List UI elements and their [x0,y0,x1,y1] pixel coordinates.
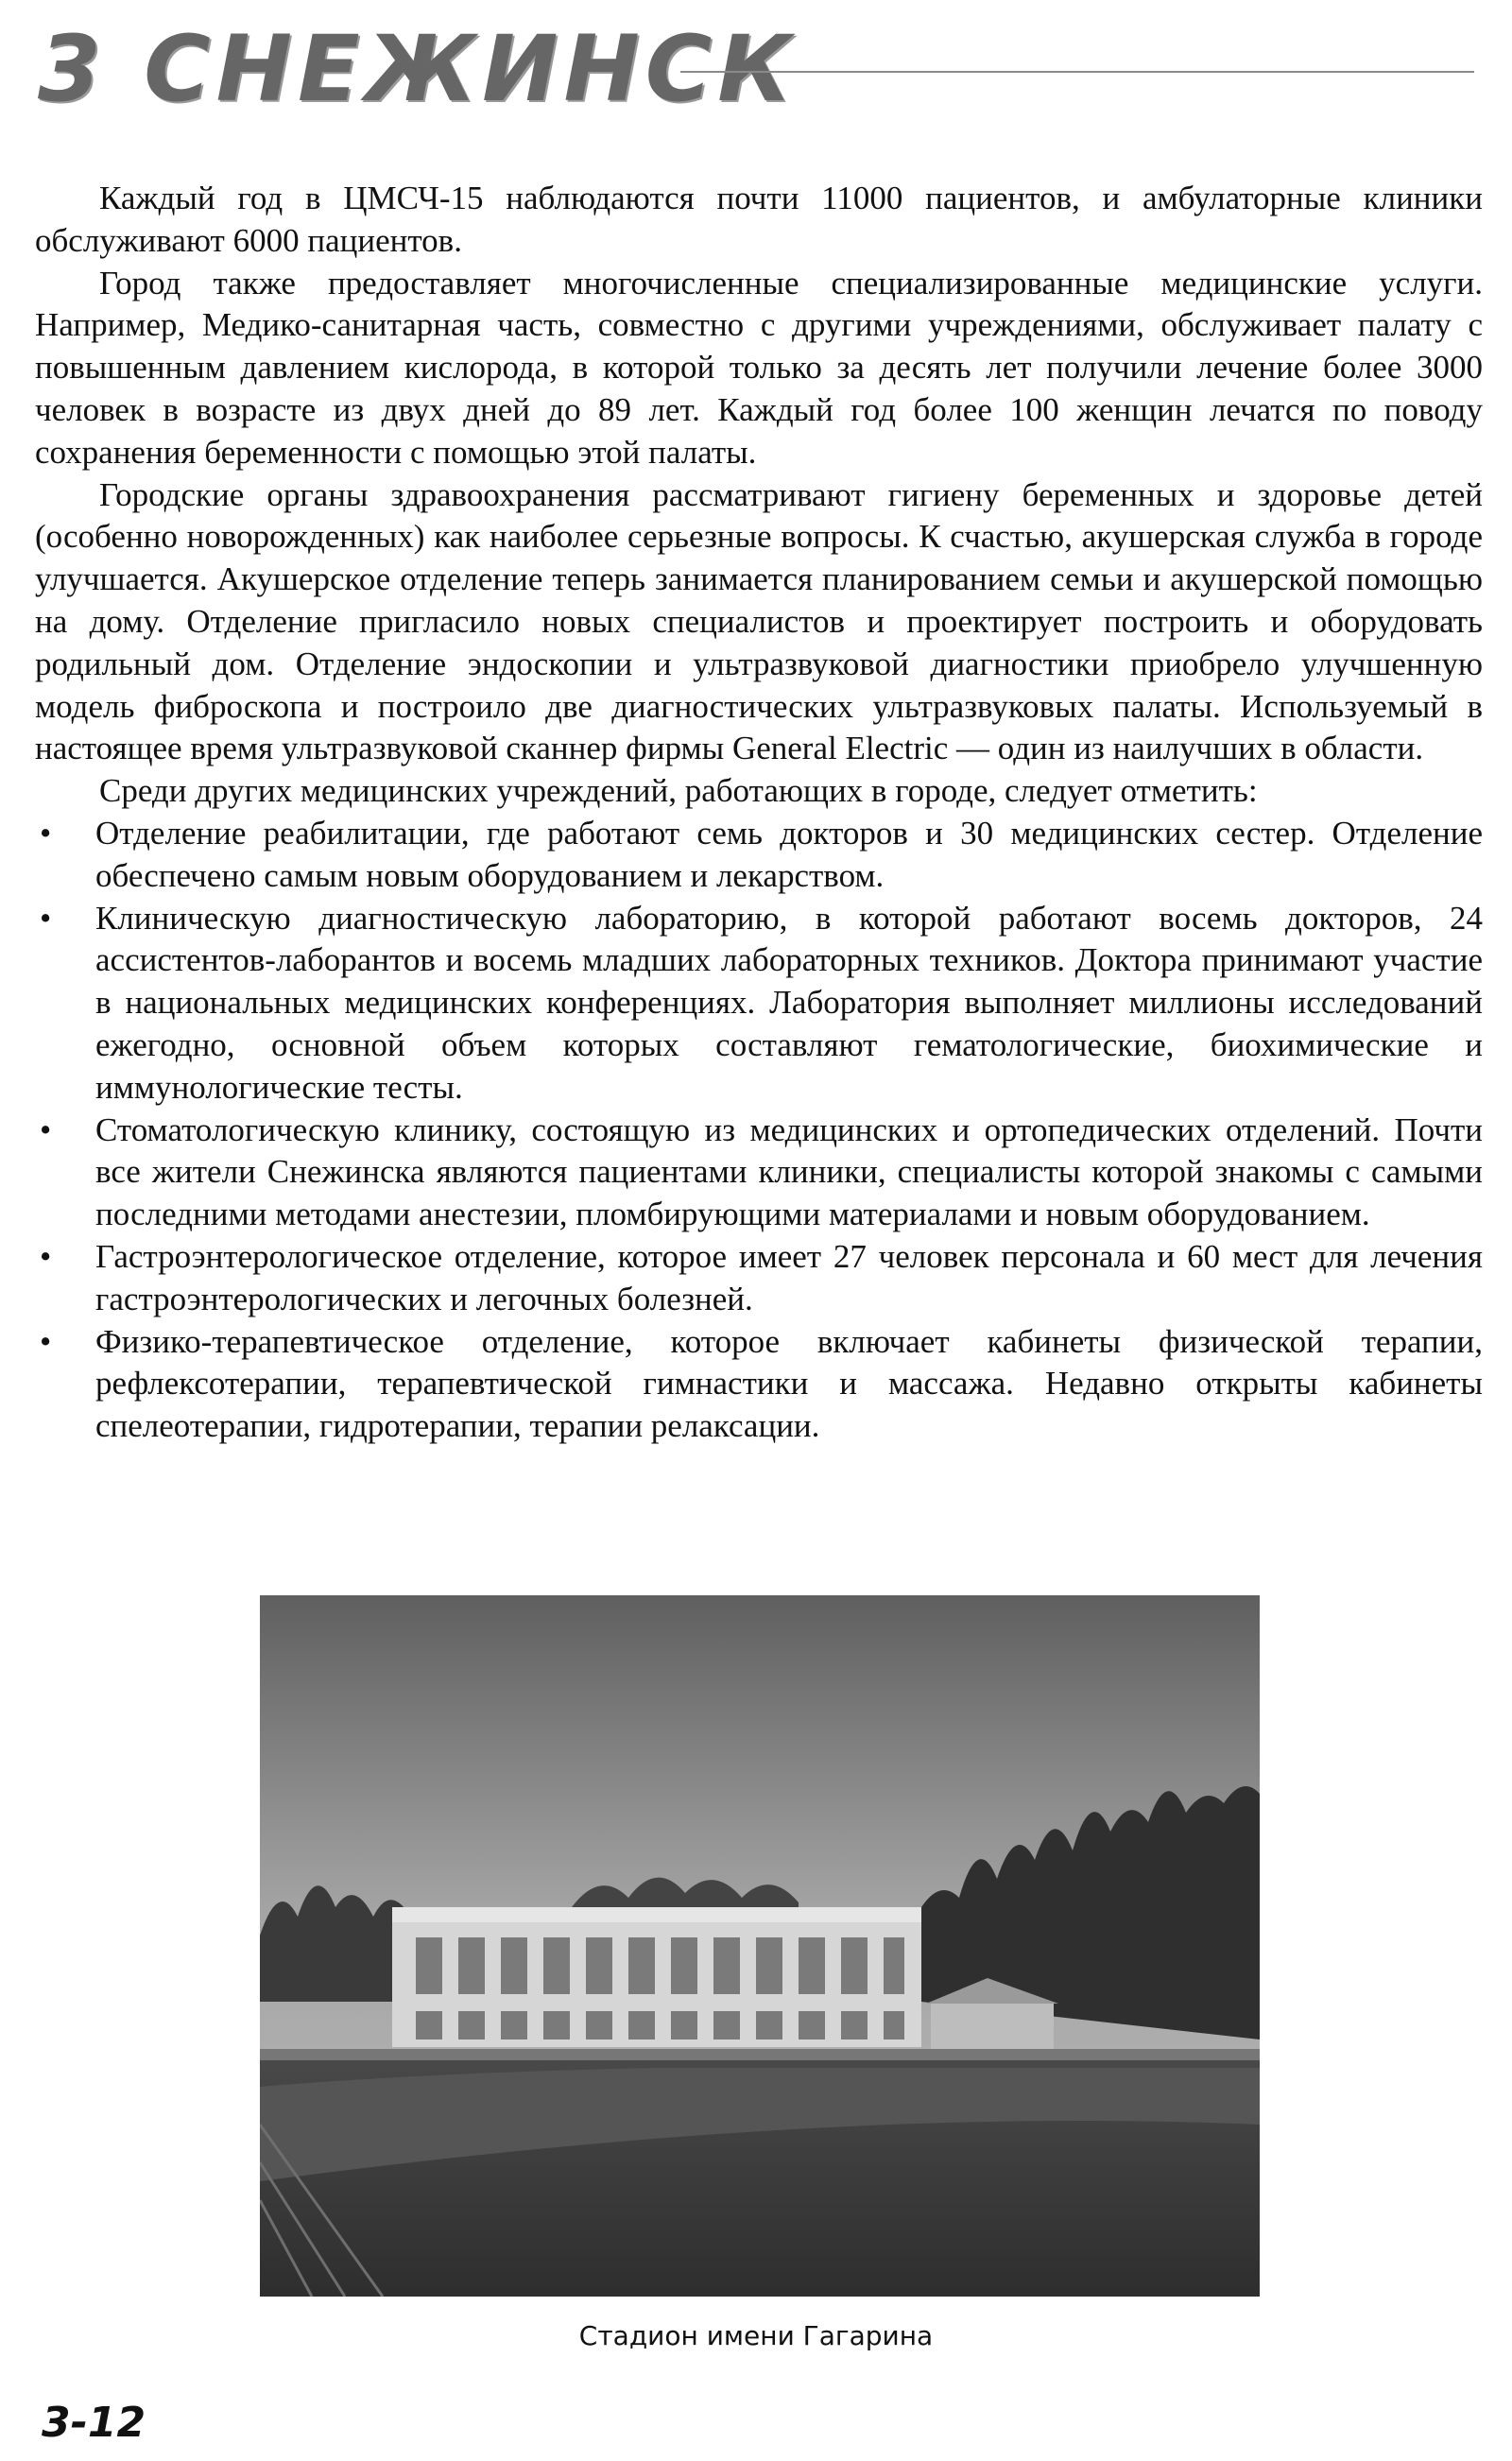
figure-caption: Стадион имени Гагарина [578,2320,934,2351]
list-item: • Отделение реабилитации, где работают семь докторов и 30 медицинских сестер. Отделение обеспечено самым новым оборудованием и лекарством. [35,813,1483,898]
paragraph: Каждый год в ЦМСЧ-15 наблюдаются почти 11000 пациентов, и амбулаторные клиники обслуживают 6000 пациентов. [35,180,1483,259]
stadium-photo [260,1595,1260,2297]
list-item: • Гастроэнтерологическое отделение, которое имеет 27 человек персонала и 60 мест для лечения гастроэнтерологических и легочных болезней. [35,1236,1483,1321]
list-item: • Стоматологическую клинику, состоящую из медицинских и ортопедических отделений. Почти все жители Снежинска являются пациентами клиники, специалисты которой знакомы с самыми последними методами анестезии, пломбирующими материалами и новым оборудованием. [35,1110,1483,1236]
list-item: • Клиническую диагностическую лабораторию, в которой работают восемь докторов, 24 ассистентов-лаборантов и восемь младших лабораторных техников. Доктора принимают участие в национальных медицинских конференциях. Лаборатория выполняет миллионы исследований ежегодно, основной объем которых составляют гематологические, биохимические и иммунологические тесты. [35,898,1483,1110]
page-header [0,0,1512,132]
paragraph: Среди других медицинских учреждений, работающих в городе, следует отметить: [99,772,1258,810]
chapter-title: 3 СНЕЖИНСК [38,16,798,122]
header-rule [680,71,1474,73]
list-item: • Физико-терапевтическое отделение, которое включает кабинеты физической терапии, рефлексотерапии, терапевтической гимнастики и массажа. Недавно открыты кабинеты спелеотерапии, гидротерапии, терапии релаксации. [35,1321,1483,1448]
paragraph: Город также предоставляет многочисленные специализированные медицинские услуги. Например, Медико-санитарная часть, совместно с другими учреждениями, обслуживает палату с повышенным давлением кислорода, в которой только за десять лет получили лечение более 3000 человек в возрасте из двух дней до 89 лет. Каждый год более 100 женщин лечатся по поводу сохранения беременности с помощью этой палаты. [35,264,1483,471]
paragraph: Городские органы здравоохранения рассматривают гигиену беременных и здоровье детей (особенно новорожденных) как наиболее серьезные вопросы. К счастью, акушерская служба в городе улучшается. Акушерское отделение теперь занимается планированием семьи и акушерской помощью на дому. Отделение пригласило новых специалистов и проектирует построить и оборудовать родильный дом. Отделение эндоскопии и ультразвуковой диагностики приобрело улучшенную модель фиброскопа и построило две диагностических ультразвуковых палаты. Используемый в настоящее время ультразвуковой сканнер фирмы General Electric — один из наилучших в области. [35,475,1483,767]
facility-list [35,813,1483,1448]
stadium-photo-illustration [260,1595,1260,2297]
article-body [35,178,1483,1448]
page-number: 3-12 [42,2399,146,2447]
